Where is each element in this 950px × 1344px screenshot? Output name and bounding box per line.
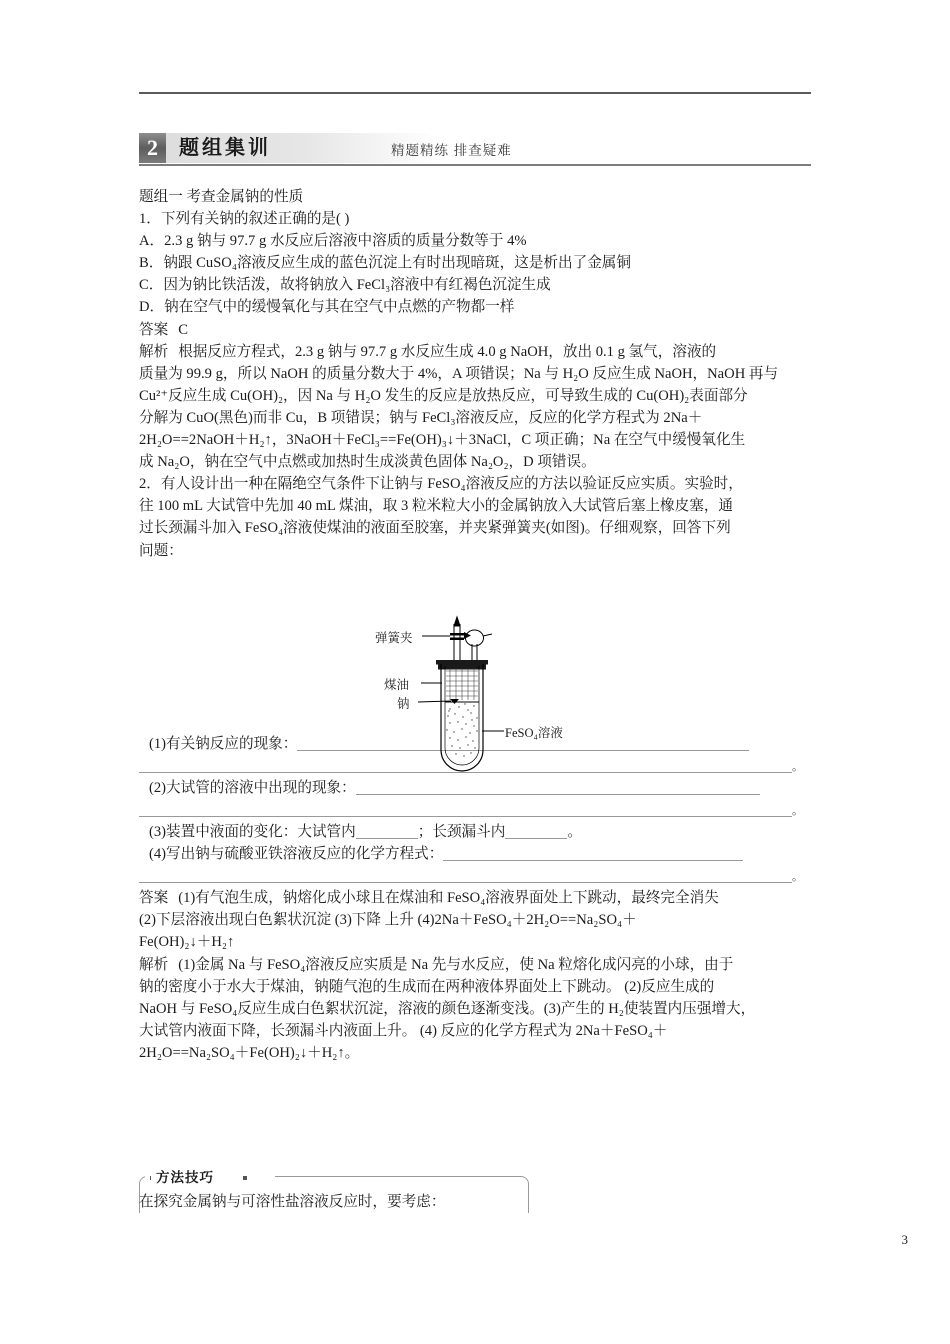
question-1-option-b: B．钠跟 CuSO₄溶液反应生成的蓝色沉淀上有时出现暗斑，这是析出了金属铜	[139, 255, 631, 272]
question-2-answer-line-3: Fe(OH)₂↓＋H₂↑	[139, 934, 235, 951]
question-2-stem-line-2: 往 100 mL 大试管中先加 40 mL 煤油，取 3 粒米粒大小的金属钠放入大试管后塞上橡皮塞，通	[139, 498, 734, 515]
answer-label-2: 答案	[139, 890, 169, 907]
answer-blank-2a[interactable]	[356, 780, 760, 795]
answer-blank-3a[interactable]	[356, 824, 418, 839]
leader-lines	[418, 636, 504, 731]
feso4-solution-layer	[446, 703, 477, 756]
question-2-analysis-line-5: 2H₂O==Na₂SO₄＋Fe(OH)₂↓＋H₂↑。	[139, 1044, 360, 1061]
section-number-badge: 2	[139, 133, 166, 163]
method-tip-text: 在探究金属钠与可溶性盐溶液反应时，要考虑：	[139, 1194, 446, 1210]
method-tip-box	[139, 1168, 529, 1224]
question-2-sub-4	[139, 843, 829, 865]
period-2: 。	[792, 804, 803, 817]
question-2-analysis-line-4: 大试管内液面下降，长颈漏斗内液面上升。 (4) 反应的化学方程式为 2Na＋FeSO₄＋	[139, 1022, 668, 1039]
question-1-answer-row	[139, 319, 829, 341]
analysis-label-2: 解析	[139, 956, 169, 973]
question-1-answer-value: C	[178, 321, 188, 338]
question-2-sub-2-label: (2)大试管的溶液中出现的现象：	[149, 779, 356, 796]
question-2-analysis-line-2: 钠的密度小于水大于煤油，钠随气泡的生成而在两种液体界面处上下跳动。 (2)反应生成的	[139, 978, 715, 995]
question-1-option-a: A．2.3 g 钠与 97.7 g 水反应后溶液中溶质的质量分数等于 4%	[139, 233, 527, 250]
period-3: 。	[792, 871, 803, 884]
question-2-analysis-line-3: NaOH 与 FeSO₄反应生成白色絮状沉淀，溶液的颜色逐渐变浅。(3)产生的 H₂使装置内压强增大，	[139, 1000, 756, 1017]
section-subtitle: 精题精练 排查疑难	[391, 143, 512, 158]
figure-label-solution: FeSO₄溶液	[505, 726, 563, 740]
method-tip-title: 方法技巧	[151, 1166, 219, 1186]
sodium-granule	[450, 699, 459, 704]
question-2-stem-line-1: 2．有人设计出一种在隔绝空气条件下让钠与 FeSO₄溶液反应的方法以验证反应实质。实验时，	[139, 476, 743, 493]
question-1-analysis-line-2: 质量为 99.9 g，所以 NaOH 的质量分数大于 4%，A 项错误；Na 与 H₂O 反应生成 NaOH，NaOH 再与	[139, 365, 779, 382]
page-number: 3	[901, 1232, 908, 1247]
answer-blank-2b[interactable]	[139, 802, 792, 817]
experiment-apparatus-figure	[375, 614, 610, 774]
section-title: 题组集训	[179, 137, 271, 159]
page-top-rule	[139, 92, 811, 94]
question-1-stem: 1．下列有关钠的叙述正确的是( )	[139, 211, 350, 228]
analysis-label: 解析	[139, 343, 169, 360]
question-2-sub-4-label: (4)写出钠与硫酸亚铁溶液反应的化学方程式：	[149, 846, 444, 863]
question-2-answer-line-2: (2)下层溶液出现白色絮状沉淀 (3)下降 上升 (4)2Na＋FeSO₄＋2H₂O==Na₂SO₄＋	[139, 912, 637, 929]
question-2-sub-3-mid: ；长颈漏斗内	[417, 823, 506, 840]
answer-blank-4b[interactable]	[139, 868, 792, 883]
question-2-sub-4-cont	[139, 865, 829, 887]
question-1-analysis-line-1: 根据反应方程式，2.3 g 钠与 97.7 g 水反应生成 4.0 g NaOH，放出 0.1 g 氢气，溶液的	[178, 343, 717, 360]
question-1-analysis-line-5: 2H₂O==2NaOH＋H₂↑，3NaOH＋FeCl₃==Fe(OH)₃↓＋3NaCl，C 项正确；Na 在空气中缓慢氧化生	[139, 432, 746, 449]
period-1: 。	[792, 760, 803, 773]
question-2-stem-line-3: 过长颈漏斗加入 FeSO₄溶液使煤油的液面至胶塞，并夹紧弹簧夹(如图)。仔细观察，回答下列	[139, 520, 731, 537]
question-1-option-d: D．钠在空气中的缓慢氧化与其在空气中点燃的产物都一样	[139, 299, 515, 316]
question-2-sub-1-label: (1)有关钠反应的现象：	[149, 735, 298, 752]
figure-label-spring-clip: 弹簧夹	[375, 631, 413, 645]
apparatus-svg	[380, 614, 610, 774]
question-2-sub-3	[139, 821, 829, 843]
answer-blank-3b[interactable]	[505, 824, 567, 839]
question-2-sub-2	[139, 777, 829, 799]
question-1-analysis-row	[139, 341, 829, 363]
question-1-option-c: C．因为钠比铁活泼，故将钠放入 FeCl₃溶液中有红褐色沉淀生成	[139, 277, 551, 294]
section-header-rule	[139, 164, 811, 166]
question-1-analysis-line-4: 分解为 CuO(黑色)而非 Cu，B 项错误；钠与 FeCl₃溶液反应，反应的化学方程式为 2Na＋	[139, 409, 703, 426]
question-2-analysis-row	[139, 954, 829, 976]
group-heading: 题组一 考查金属钠的性质	[139, 189, 304, 205]
question-2-analysis-line-1: (1)金属 Na 与 FeSO₄溶液反应实质是 Na 先与水反应，使 Na 粒熔化成闪亮的小球，由于	[178, 956, 734, 973]
question-1-analysis-line-6: 成 Na₂O，钠在空气中点燃或加热时生成淡黄色固体 Na₂O₂，D 项错误。	[139, 454, 596, 471]
question-2-answer-row	[139, 887, 829, 909]
question-2-answer-line-1: (1)有气泡生成，钠熔化成小球且在煤油和 FeSO₄溶液界面处上下跳动，最终完全消失	[178, 890, 719, 907]
figure-label-kerosene: 煤油	[384, 678, 410, 692]
method-tip-dot-right	[243, 1176, 247, 1180]
question-2-stem-line-4: 问题：	[139, 542, 183, 559]
answer-blank-4a[interactable]	[443, 846, 743, 861]
figure-label-sodium: 钠	[397, 697, 410, 711]
kerosene-layer	[446, 668, 478, 700]
answer-label: 答案	[139, 321, 169, 338]
question-2-sub-2-cont	[139, 799, 829, 821]
question-2-sub-3-end: 。	[567, 823, 582, 840]
question-1-analysis-line-3: Cu²⁺反应生成 Cu(OH)₂，因 Na 与 H₂O 发生的反应是放热反应，可导致生成的 Cu(OH)₂表面部分	[139, 387, 748, 404]
section-header	[139, 133, 811, 167]
question-2-sub-3-label: (3)装置中液面的变化：大试管内	[149, 823, 356, 840]
